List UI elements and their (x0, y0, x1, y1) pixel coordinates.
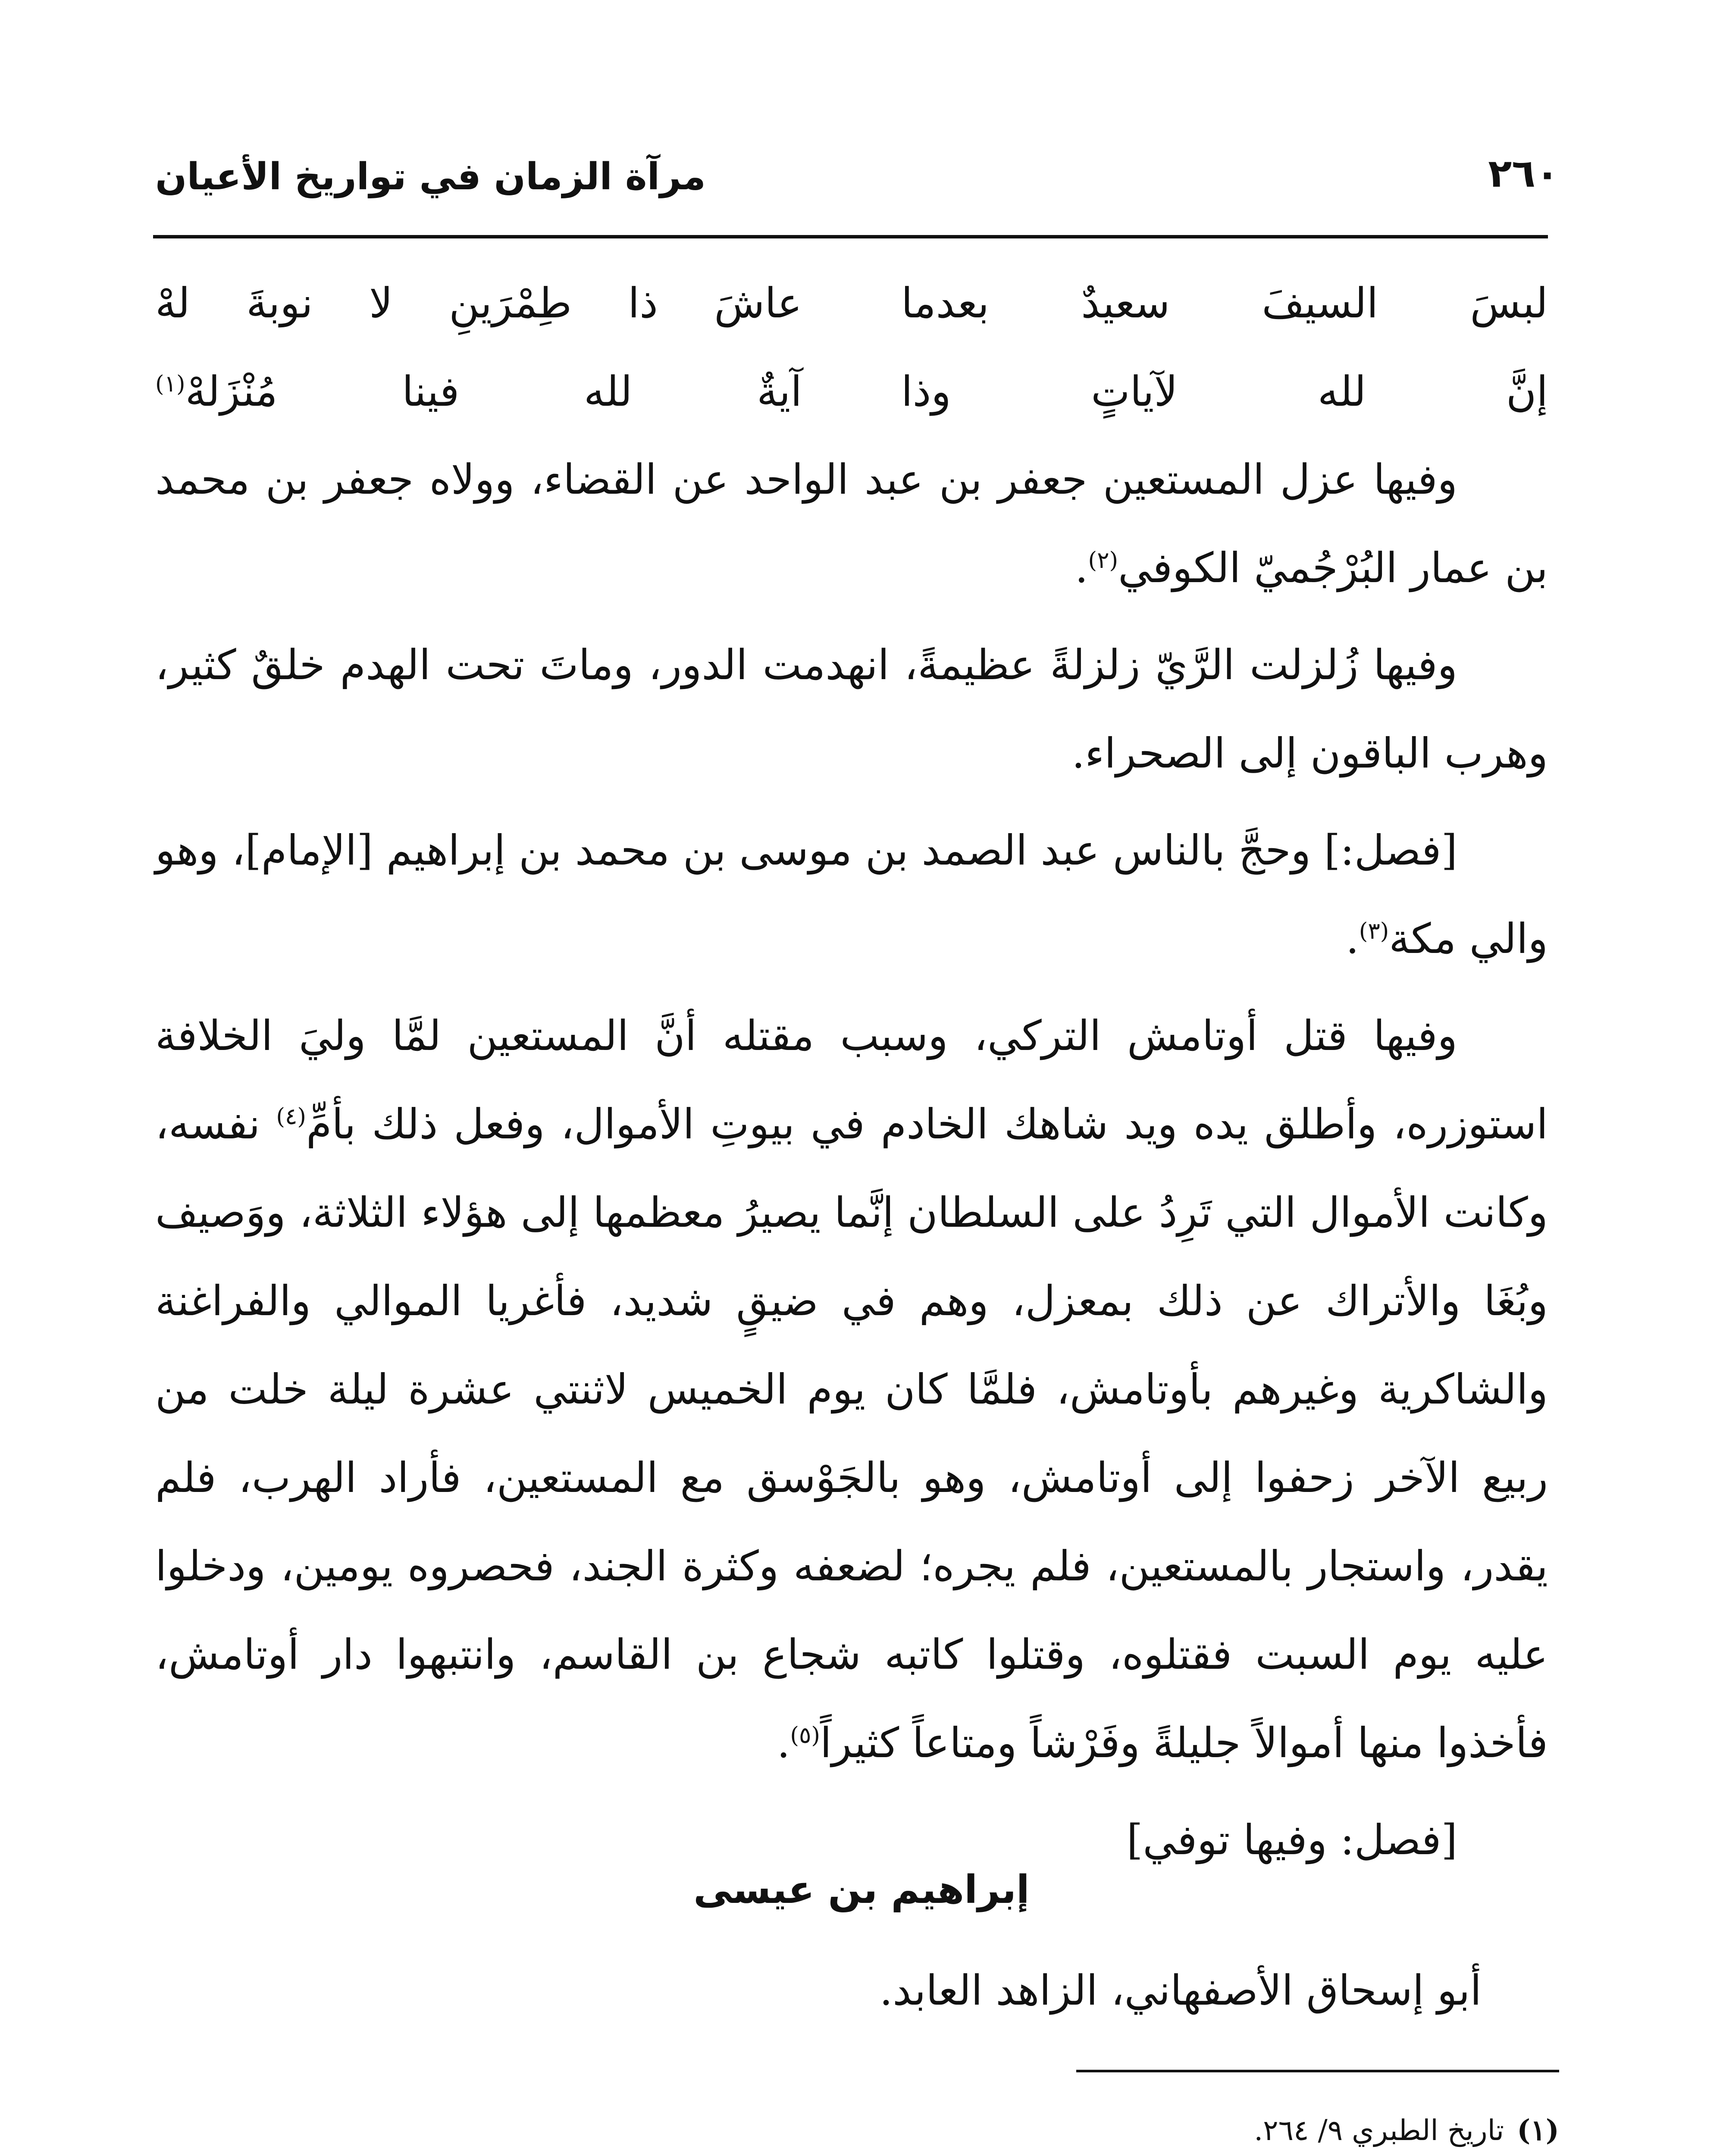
poem-verse (155, 347, 1548, 436)
verse-first-hemistich: لبسَ السيفَ سعيدٌ بعدما (901, 279, 1548, 327)
footnote-ref: (٢) (1088, 547, 1118, 573)
footnotes (166, 2098, 1559, 2156)
footnote-ref: (٥) (790, 1722, 820, 1749)
paragraph (155, 992, 1548, 1787)
paragraph-text: [فصل: وفيها توفي] (1126, 1816, 1457, 1864)
verse-second-hemistich: عاشَ ذا طِمْرَينِ لا نوبةَ لهْ (155, 279, 802, 327)
paragraph-end: . (1346, 915, 1359, 963)
paragraph (155, 806, 1548, 983)
paragraph-end: . (1075, 544, 1088, 592)
section-heading: إبراهيم بن عيسى (693, 1867, 1030, 1912)
paragraph-text-cont: نفسه، وكانت الأموال التي تَرِدُ على السلطان إنَّما يصيرُ معظمها إلى هؤلاء الثلاثة، ووَصيف وبُغَا والأتراك عن ذلك بمعزل، وهم في ضيقٍ شديد، فأغريا الموالي والفراغنة والشاكرية وغيرهم بأوتامش، فلمَّا كان يوم الخميس لاثنتي عشرة ليلة خلت من ربيع الآخر زحفوا إلى أوتامش، وهو بالجَوْسق مع المستعين، فأراد الهرب، فلم يقدر، واستجار بالمستعين، فلم يجره؛ لضعفه وكثرة الجند، فحصروه يومين، ودخلوا عليه يوم السبت فقتلوه، وقتلوا كاتبه شجاع بن القاسم، وانتبهوا دار أوتامش، فأخذوا منها أموالاً جليلةً وفَرْشاً ومتاعاً كثيراً (155, 1100, 1548, 1767)
running-title: مرآة الزمان في تواريخ الأعيان (155, 155, 706, 198)
poem (155, 259, 1548, 436)
body-text (155, 436, 1548, 1893)
poem-verse (155, 259, 1548, 347)
verse-first-hemistich: إنَّ لله لآياتٍ وذا (901, 367, 1548, 416)
paragraph (155, 436, 1548, 612)
header-rule (153, 235, 1548, 238)
footnote-number: (١) (1517, 2113, 1559, 2147)
footnote-rule (1076, 2070, 1559, 2072)
footnote-ref: (٣) (1359, 918, 1389, 944)
paragraph-end: . (777, 1719, 790, 1767)
verse-text: آيةٌ لله فينا مُنْزَلهْ (185, 367, 802, 416)
paragraph-text: [فصل:] وحجَّ بالناس عبد الصمد بن موسى بن محمد بن إبراهيم [الإمام]، وهو والي مكة (155, 826, 1548, 963)
verse-second-hemistich (155, 367, 802, 416)
page-number: ٢٦٠ (1488, 151, 1559, 196)
footnote-text: تاريخ الطبري ٩/ ٢٦٤. (1254, 2114, 1504, 2147)
paragraph-text: وفيها زُلزلت الرَّيّ زلزلةً عظيمةً، انهدمت الدور، وماتَ تحت الهدم خلقٌ كثير، وهرب الباقون إلى الصحراء. (155, 641, 1548, 777)
paragraph-text: وفيها عزل المستعين جعفر بن عبد الواحد عن القضاء، وولاه جعفر بن محمد بن عمار البُرْجُميّ الكوفي (155, 455, 1548, 592)
footnote-ref: (١) (155, 370, 185, 397)
paragraph (155, 621, 1548, 798)
footnote-ref: (٤) (276, 1103, 306, 1130)
footnote (166, 2098, 1559, 2156)
biography-line: أبو إسحاق الأصفهاني، الزاهد العابد. (879, 1966, 1482, 2015)
paragraph-text: وفيها قتل أوتامش التركي، وسبب مقتله أنَّ المستعين لمَّا وليَ الخلافة استوزره، وأطلق يده ويد شاهك الخادم في بيوتِ الأموال، وفعل ذلك بأمِّ (155, 1012, 1548, 1148)
